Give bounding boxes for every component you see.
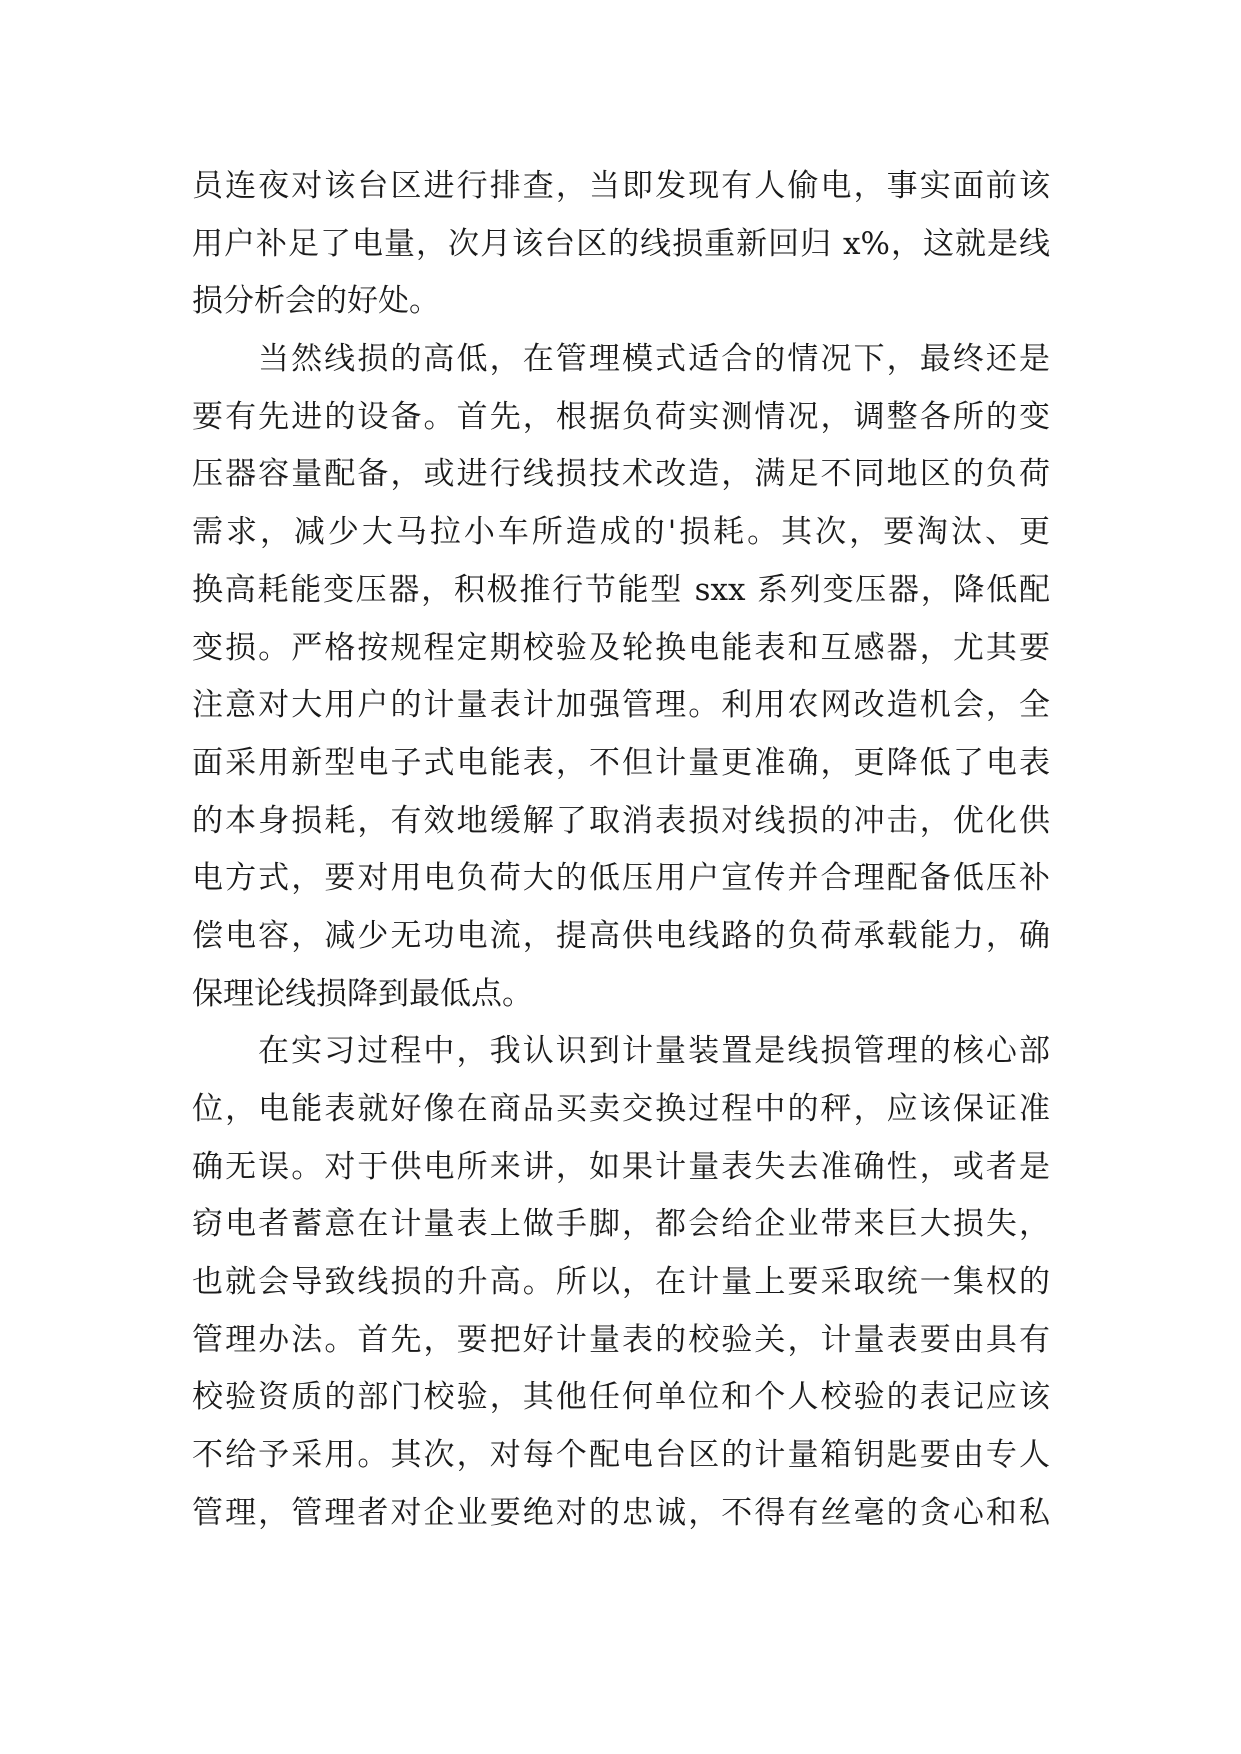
paragraph-line: 不给予采用。其次，对每个配电台区的计量箱钥匙要由专人 [192,1437,1050,1474]
paragraph-1 [192,158,1050,331]
paragraph-line: 面采用新型电子式电能表，不但计量更准确，更降低了电表 [192,744,1050,781]
paragraph-line: 当然线损的高低，在管理模式适合的情况下，最终还是 [258,341,1050,378]
paragraph-line: 压器容量配备，或进行线损技术改造，满足不同地区的负荷 [192,456,1050,493]
paragraph-3 [192,1023,1050,1542]
paragraph-line: 注意对大用户的计量表计加强管理。利用农网改造机会，全 [192,687,1050,724]
paragraph-line: 窃电者蓄意在计量表上做手脚，都会给企业带来巨大损失， [192,1206,1050,1243]
paragraph-line: 确无误。对于供电所来讲，如果计量表失去准确性，或者是 [192,1148,1050,1185]
paragraph-line: 换高耗能变压器，积极推行节能型 sxx 系列变压器，降低配 [192,571,1050,608]
paragraph-line: 电方式，要对用电负荷大的低压用户宣传并合理配备低压补 [192,860,1050,897]
paragraph-line: 保理论线损降到最低点。 [192,975,533,1012]
paragraph-line: 位，电能表就好像在商品买卖交换过程中的秤，应该保证准 [192,1091,1050,1127]
paragraph-line: 员连夜对该台区进行排查，当即发现有人偷电，事实面前该 [192,168,1050,204]
paragraph-line: 管理办法。首先，要把好计量表的校验关，计量表要由具有 [192,1321,1050,1358]
paragraph-line: 的本身损耗，有效地缓解了取消表损对线损的冲击，优化供 [192,802,1050,839]
paragraph-line: 管理，管理者对企业要绝对的忠诚，不得有丝毫的贪心和私 [192,1494,1050,1531]
paragraph-line: 变损。严格按规程定期校验及轮换电能表和互感器，尤其要 [192,629,1050,666]
paragraph-line: 在实习过程中，我认识到计量装置是线损管理的核心部 [258,1033,1050,1070]
paragraph-line: 校验资质的部门校验，其他任何单位和个人校验的表记应该 [192,1379,1050,1416]
paragraph-2 [192,331,1050,1023]
document-body [192,158,1050,1543]
paragraph-line: 需求，减少大马拉小车所造成的'损耗。其次，要淘汰、更 [192,514,1050,551]
paragraph-line: 要有先进的设备。首先，根据负荷实测情况，调整各所的变 [192,398,1050,435]
paragraph-line: 也就会导致线损的升高。所以，在计量上要采取统一集权的 [192,1264,1050,1301]
paragraph-line: 用户补足了电量，次月该台区的线损重新回归 x%，这就是线 [192,225,1050,262]
paragraph-line: 偿电容，减少无功电流，提高供电线路的负荷承载能力，确 [192,917,1050,954]
paragraph-line: 损分析会的好处。 [192,283,440,320]
